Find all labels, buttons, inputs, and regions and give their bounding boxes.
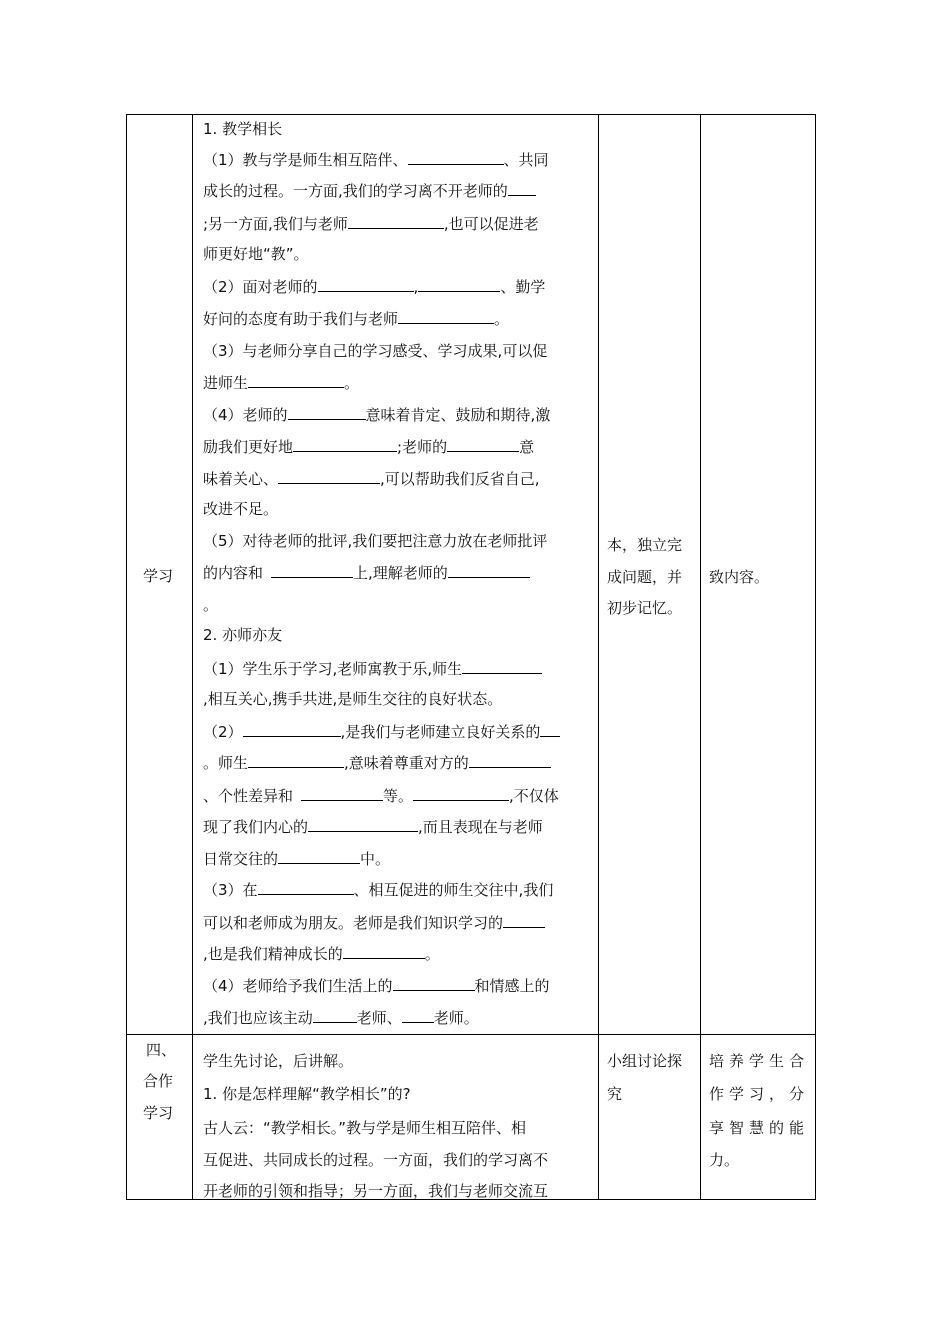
content-line: ,相互关心,携手共进,是师生交往的良好状态。 [203, 690, 503, 708]
table-border-left [126, 114, 127, 1200]
content-line: 励我们更好地 ;老师的 意 [203, 438, 535, 456]
section-heading-2: 2. 亦师亦友 [203, 626, 283, 644]
content-line: 味着关心、 ,可以帮助我们反省自己, [203, 470, 540, 488]
row2-intent-line: 培养学生合 [709, 1052, 810, 1070]
content-line: 日常交往的 中。 [203, 850, 391, 868]
content-line: 进师生 。 [203, 374, 360, 392]
row1-method-line: 本，独立完 [607, 536, 683, 554]
content-line: （5）对待老师的批评,我们要把注意力放在老师批评 [203, 532, 548, 550]
content-line: 现了我们内心的 ,而且表现在与老师 [203, 818, 543, 836]
section-heading-1: 1. 教学相长 [203, 120, 283, 138]
content-line: ,也是我们精神成长的 。 [203, 945, 440, 963]
content-line: （2） ,是我们与老师建立良好关系的 [203, 721, 560, 742]
content-line: 师更好地“教”。 [203, 245, 309, 263]
content-line: （1）学生乐于学习,老师寓教于乐,师生 [203, 658, 542, 679]
row2-method-line: 究 [607, 1085, 623, 1103]
row1-intent: 致内容。 [709, 568, 770, 586]
content-line: 开老师的引领和指导；另一方面，我们与老师交流互 [203, 1182, 549, 1200]
content-line: 古人云：“教学相长。”教与学是师生相互陪伴、相 [203, 1119, 527, 1137]
table-border-top [126, 114, 816, 115]
row2-left-label-line: 合作 [143, 1072, 174, 1090]
content-line: 、个性差异和 等。 ,不仅体 [203, 787, 559, 805]
row2-intent-line: 作学习，分 [709, 1085, 810, 1103]
content-line: 的内容和 上,理解老师的 [203, 562, 530, 583]
content-line: 好问的态度有助于我们与老师 。 [203, 310, 510, 328]
table-border-right [815, 114, 816, 1200]
content-line: （3）在 、相互促进的师生交往中,我们 [203, 881, 554, 899]
content-line: 。 [203, 596, 219, 614]
content-line: 成长的过程。一方面,我们的学习离不开老师的 [203, 180, 536, 201]
content-line: 改进不足。 [203, 500, 279, 518]
content-line: 。师生 ,意味着尊重对方的 [203, 752, 551, 773]
content-line: 互促进、共同成长的过程。一方面，我们的学习离不 [203, 1151, 549, 1169]
row1-method-line: 初步记忆。 [607, 599, 683, 617]
row2-method-line: 小组讨论探 [607, 1052, 683, 1070]
content-line: 可以和老师成为朋友。老师是我们知识学习的 [203, 912, 545, 933]
content-line: ;另一方面,我们与老师 ,也可以促进老 [203, 215, 539, 233]
row1-method-line: 成问题，并 [607, 568, 683, 586]
content-line: （4）老师的 意味着肯定、鼓励和期待,激 [203, 406, 551, 424]
table-col-divider-2 [598, 114, 599, 1200]
table-col-divider-1 [192, 114, 193, 1200]
table-row-divider [126, 1034, 816, 1035]
content-line: （2）面对老师的 , 、勤学 [203, 278, 546, 296]
content-line: （3）与老师分享自己的学习感受、学习成果,可以促 [203, 342, 548, 360]
table-col-divider-3 [700, 114, 701, 1200]
row2-left-label-line: 四、 [146, 1041, 177, 1059]
row1-left-label: 学习 [143, 567, 174, 585]
row2-intent-line: 享智慧的能 [709, 1119, 810, 1137]
question-heading: 1. 你是怎样理解“教学相长”的? [203, 1085, 411, 1103]
content-line: ,我们也应该主动 老师、 老师。 [203, 1009, 479, 1027]
content-line: （1）教与学是师生相互陪伴、 、共同 [203, 151, 549, 169]
row2-intent-line: 力。 [709, 1151, 740, 1169]
content-line: 学生先讨论，后讲解。 [203, 1052, 354, 1070]
content-line: （4）老师给予我们生活上的 和情感上的 [203, 977, 550, 995]
row2-left-label-line: 学习 [143, 1104, 174, 1122]
